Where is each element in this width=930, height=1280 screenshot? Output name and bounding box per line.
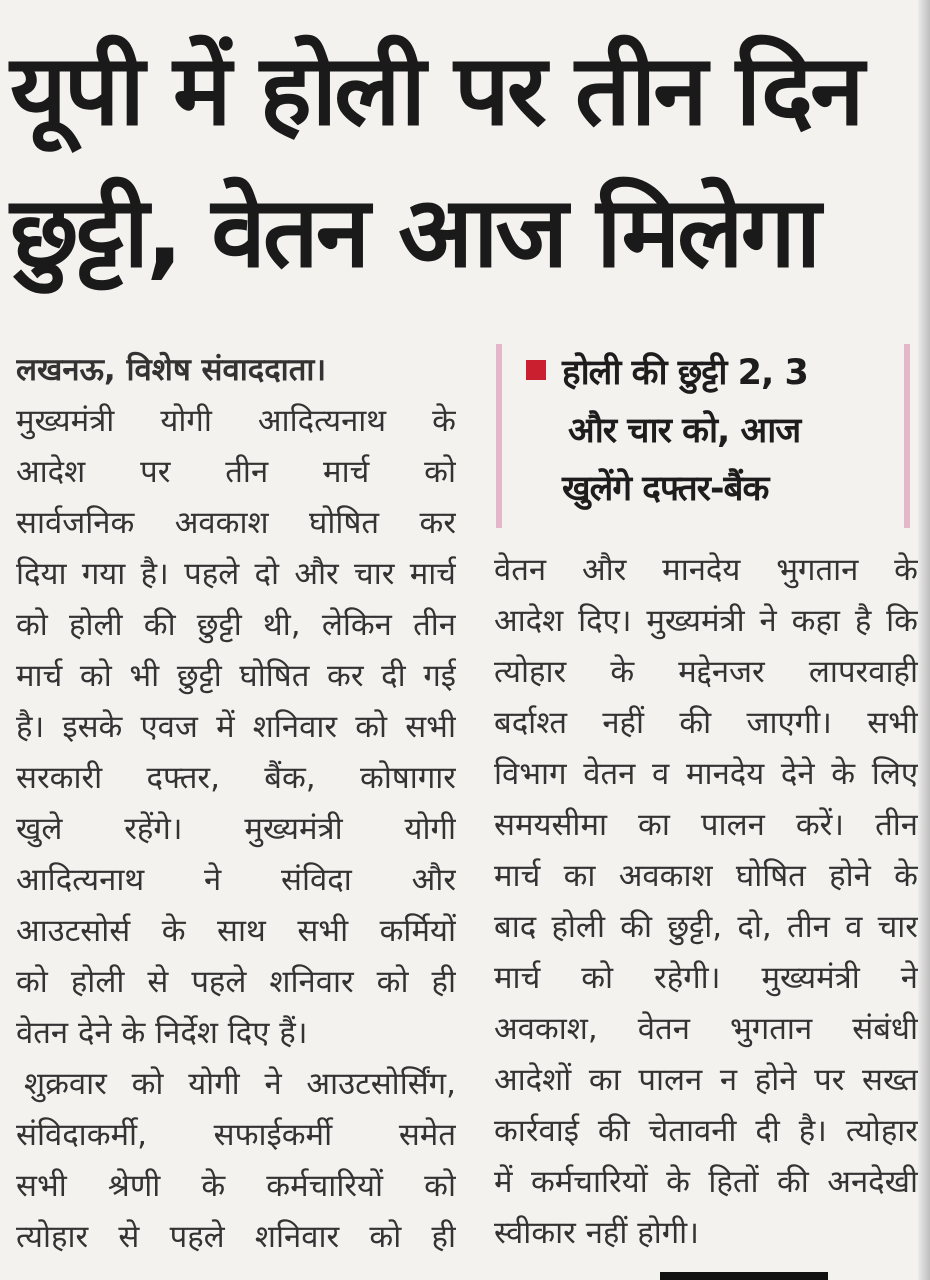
- box-left-bracket: [496, 344, 502, 528]
- body-line: मार्च का अवकाश घोषित होने के: [494, 858, 918, 894]
- body-line: मुख्यमंत्री योगी आदित्यनाथ के: [16, 403, 456, 439]
- box-right-bracket: [904, 344, 910, 528]
- body-line: बर्दाश्त नहीं की जाएगी। सभी: [494, 705, 918, 741]
- body-line: है। इसके एवज में शनिवार को सभी: [16, 709, 456, 745]
- body-line: को होली की छुट्टी थी, लेकिन तीन: [16, 607, 456, 643]
- right-column: [494, 545, 918, 1259]
- body-line: आदेश दिए। मुख्यमंत्री ने कहा है कि: [494, 603, 918, 639]
- body-line: मार्च को भी छुट्टी घोषित कर दी गई: [16, 658, 456, 694]
- body-line: में कर्मचारियों के हितों की अनदेखी: [494, 1164, 918, 1200]
- headline-line-2: छुट्टी, वेतन आज मिलेगा: [10, 176, 819, 290]
- body-line: आदेश पर तीन मार्च को: [16, 454, 456, 490]
- body-line: वेतन देने के निर्देश दिए हैं।: [16, 1015, 308, 1051]
- body-line: समयसीमा का पालन करें। तीन: [494, 807, 918, 843]
- body-line: आदेशों का पालन न होने पर सख्त: [494, 1062, 918, 1098]
- body-line: अवकाश, वेतन भुगतान संबंधी: [494, 1011, 918, 1047]
- headline: [10, 20, 910, 304]
- body-line: वेतन और मानदेय भुगतान के: [494, 552, 918, 588]
- dateline: लखनऊ, विशेष संवाददाता।: [16, 352, 327, 388]
- body-line: सरकारी दफ्तर, बैंक, कोषागार: [16, 760, 456, 796]
- highlight-line-1: होली की छुट्टी 2, 3: [562, 353, 808, 393]
- body-line: कार्रवाई की चेतावनी दी है। त्योहार: [494, 1113, 918, 1149]
- highlight-line-3: खुलेंगे दफ्तर-बैंक: [562, 469, 769, 509]
- left-column: [16, 345, 456, 1263]
- body-line: आउटसोर्स के साथ सभी कर्मियों: [16, 913, 456, 949]
- body-line: संविदाकर्मी, सफाईकर्मी समेत: [16, 1117, 456, 1153]
- body-line: सार्वजनिक अवकाश घोषित कर: [16, 505, 456, 541]
- body-line: स्वीकार नहीं होगी।: [494, 1215, 699, 1251]
- red-square-bullet-icon: [526, 360, 546, 380]
- body-line: बाद होली की छुट्टी, दो, तीन व चार: [494, 909, 918, 945]
- body-line: दिया गया है। पहले दो और चार मार्च: [16, 556, 456, 592]
- body-line: शुक्रवार को योगी ने आउटसोर्सिंग,: [24, 1066, 456, 1102]
- body-line: विभाग वेतन व मानदेय देने के लिए: [494, 756, 918, 792]
- body-line: आदित्यनाथ ने संविदा और: [16, 862, 456, 898]
- body-line: खुले रहेंगे। मुख्यमंत्री योगी: [16, 811, 456, 847]
- bottom-black-bar: [660, 1272, 828, 1280]
- highlight-box: [488, 338, 918, 536]
- highlight-text: [562, 344, 862, 518]
- body-line: त्योहार से पहले शनिवार को ही: [16, 1219, 456, 1255]
- headline-line-1: यूपी में होली पर तीन दिन: [10, 34, 862, 148]
- body-line: मार्च को रहेगी। मुख्यमंत्री ने: [494, 960, 918, 996]
- body-line: को होली से पहले शनिवार को ही: [16, 964, 456, 1000]
- body-line: सभी श्रेणी के कर्मचारियों को: [16, 1168, 456, 1204]
- body-line: त्योहार के मद्देनजर लापरवाही: [494, 654, 918, 690]
- highlight-line-2: और चार को, आज: [568, 411, 801, 451]
- page-edge-shadow: [918, 0, 930, 1280]
